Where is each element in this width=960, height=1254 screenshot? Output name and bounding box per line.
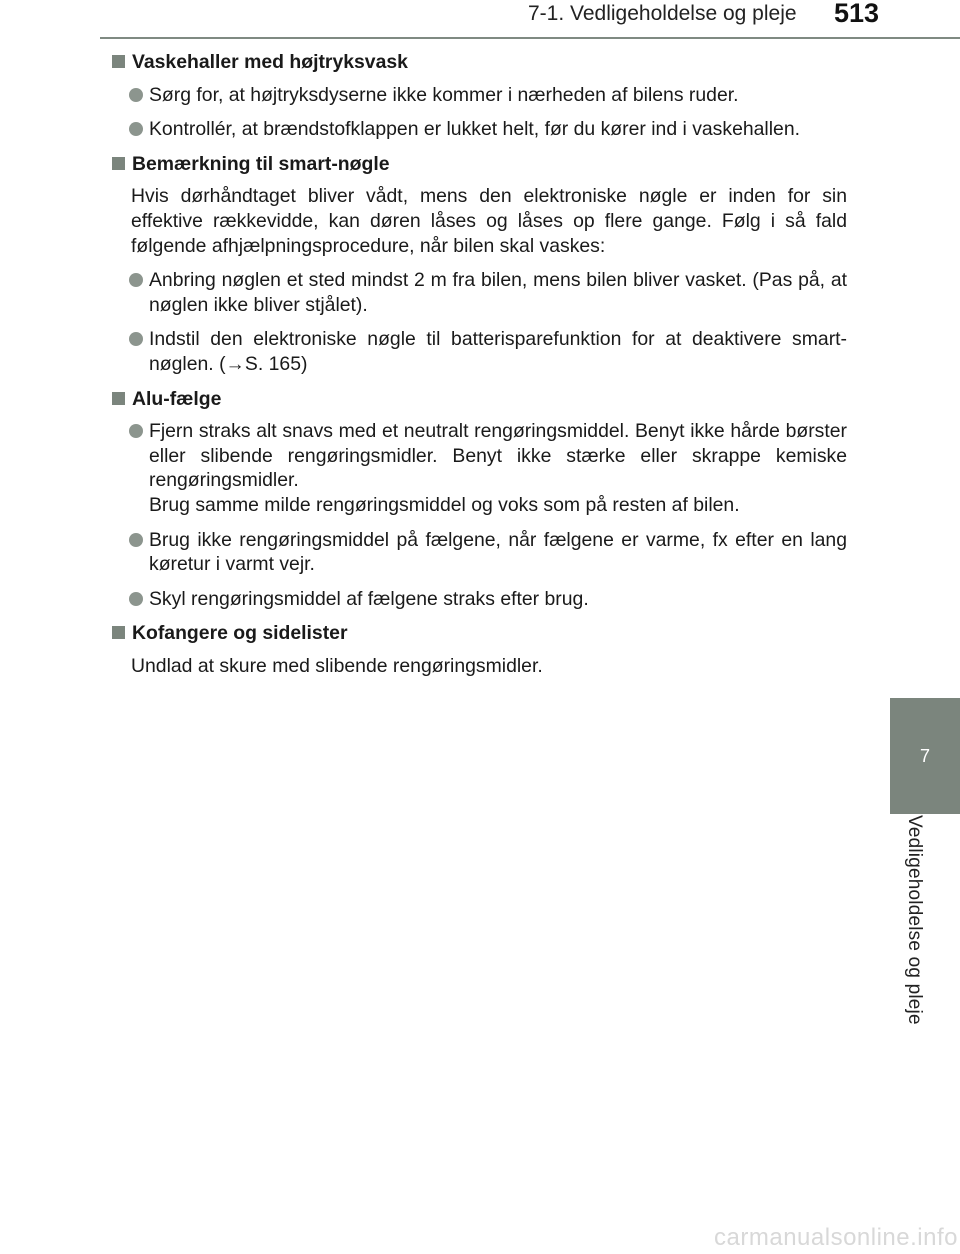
page-number: 513 [834,0,880,28]
circle-bullet-icon [129,592,143,606]
list-item [129,587,847,612]
list-item-text: Anbring nøglen et sted mindst 2 m fra bilen, mens bilen bliver vasket. (Pas på, at nøglen ikke bliver stjålet). [149,269,847,316]
section-heading [111,50,847,75]
list-item-text: Brug ikke rengøringsmiddel på fælgene, når fælgene er varme, fx efter en lang køretur i varmt vejr. [149,528,847,576]
circle-bullet-icon [129,332,143,346]
list-item-text: Skyl rengøringsmiddel af fælgene straks efter brug. [149,587,589,610]
square-bullet-icon [112,392,125,405]
section-heading-text: Kofangere og sidelister [132,622,348,645]
list-item-text: Indstil den elektroniske nøgle til batterisparefunktion for at deaktivere smart-nøglen. (→S. 165) [149,328,847,375]
list-item-text [149,419,847,517]
circle-bullet-icon [129,88,143,102]
list-item [129,117,847,142]
section-heading-text: Vaskehaller med højtryksvask [132,51,408,73]
square-bullet-icon [112,55,125,68]
list-item-text: Kontrollér, at brændstofklappen er lukket helt, før du kører ind i vaskehallen. [149,118,800,141]
section-bumpers [111,621,847,678]
header-rule [100,37,960,39]
circle-bullet-icon [129,273,143,287]
section-paragraph: Hvis dørhåndtaget bliver vådt, mens den elektroniske nøgle er inden for sin effektive rækkevidde, kan døren låses og låses op flere gange. Følg i så fald følgende afhjælpningsprocedure, når bilen skal vaskes: [131,185,847,257]
watermark: carmanualsonline.info [714,1224,958,1251]
list-item [129,327,847,376]
section-heading [111,152,847,177]
section-heading-text: Alu-fælge [132,387,222,410]
page-content [111,50,847,688]
list-item-text-line: Fjern straks alt snavs med et neutralt rengøringsmiddel. Benyt ikke hårde børster eller slibende rengøringsmidler. Benyt ikke stærke eller skrappe kemiske rengøringsmidler. [149,420,847,492]
list-item [129,83,847,108]
list-item [129,528,847,577]
section-heading [111,621,847,646]
section-heading [111,387,847,412]
circle-bullet-icon [129,122,143,136]
list-item [129,419,847,517]
header-section-title: 7-1. Vedligeholdelse og pleje [528,2,797,25]
section-heading-text: Bemærkning til smart-nøgle [132,152,390,175]
chapter-tab: 7 [890,698,960,814]
circle-bullet-icon [129,424,143,438]
section-paragraph: Undlad at skure med slibende rengøringsmidler. [131,654,543,677]
square-bullet-icon [112,157,125,170]
chapter-label: Vedligeholdelse og pleje [904,815,925,1025]
section-smart-key [111,152,847,377]
section-high-pressure-wash [111,50,847,142]
circle-bullet-icon [129,533,143,547]
list-item-text: Sørg for, at højtryksdyserne ikke kommer i nærheden af bilens ruder. [149,83,739,106]
list-item [129,268,847,317]
section-alloy-wheels [111,387,847,612]
square-bullet-icon [112,626,125,639]
list-item-text-line: Brug samme milde rengøringsmiddel og voks som på resten af bilen. [149,493,740,516]
